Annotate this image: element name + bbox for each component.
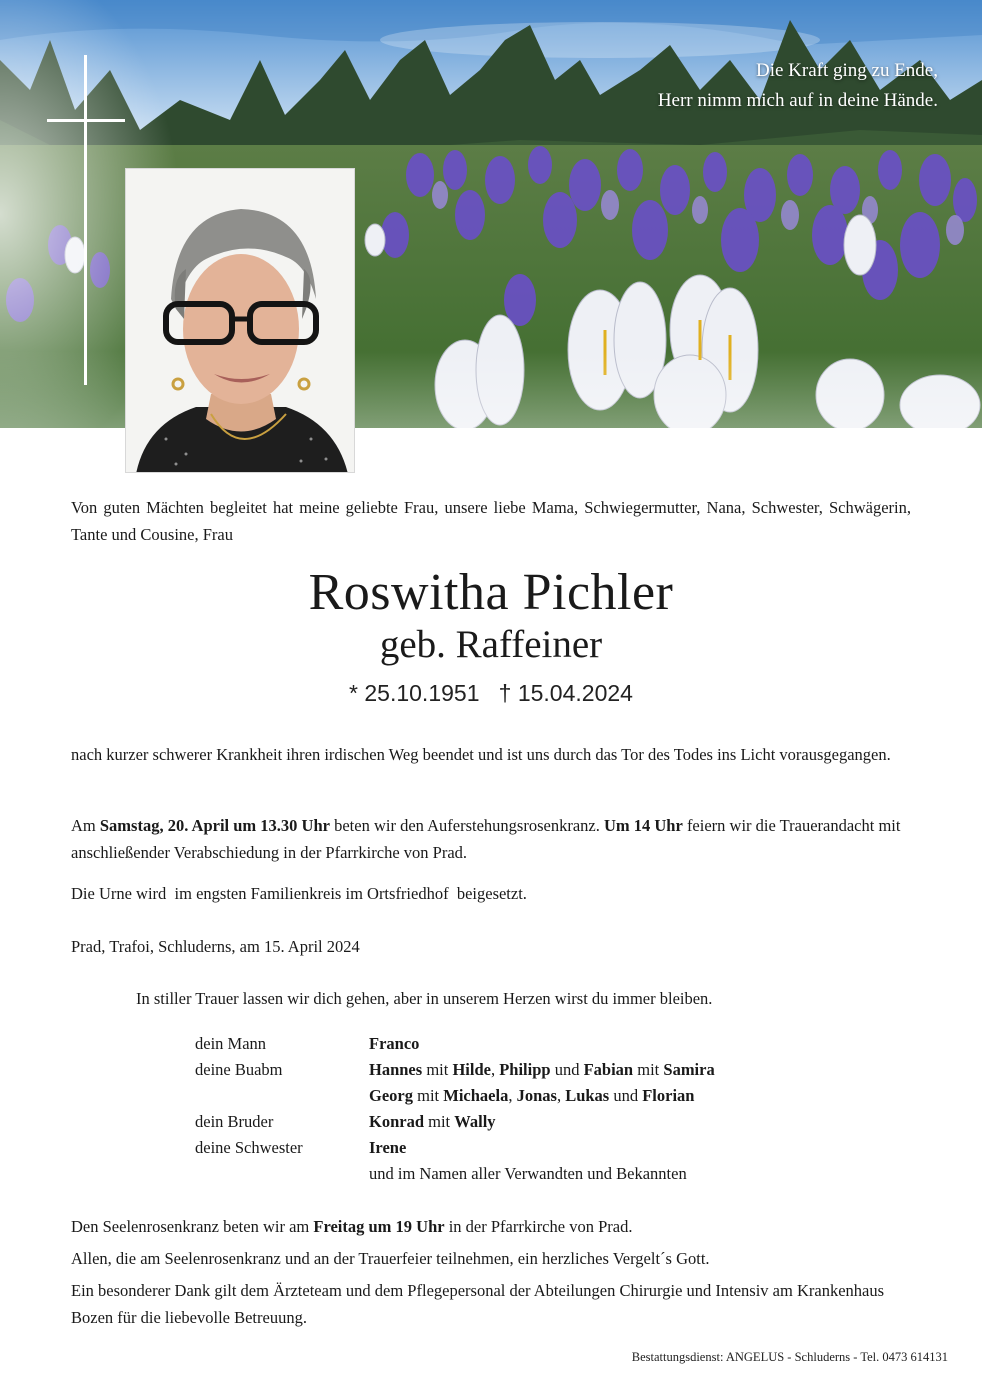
funeral-service-footer: Bestattungsdienst: ANGELUS - Schluderns - Tel. 0473 614131 [631, 1350, 948, 1364]
deceased-name: Roswitha Pichler [308, 564, 674, 621]
family-relation: dein Mann [195, 1034, 267, 1053]
p2-part-c: beten wir den Auferstehungsrosenkranz. [329, 816, 604, 835]
cross-icon-vertical [84, 55, 87, 385]
family-connector: , [508, 1086, 517, 1105]
family-member-name: Hilde [452, 1060, 491, 1079]
family-member-name: Philipp [499, 1060, 551, 1079]
family-names [369, 1083, 694, 1109]
family-member-name: Michaela [443, 1086, 509, 1105]
p2-time: Um 14 Uhr [603, 816, 683, 835]
family-names [369, 1057, 715, 1083]
place-date: Prad, Trafoi, Schluderns, am 15. April 2024 [71, 937, 360, 956]
family-member-name: Konrad [369, 1112, 425, 1131]
body-paragraph-3: Die Urne wird im engsten Familienkreis im Ortsfriedhof beigesetzt. [71, 884, 527, 903]
family-member-name: Georg [369, 1086, 413, 1105]
body-paragraph-2 [71, 812, 911, 866]
life-dates: * 25.10.1951 † 15.04.2024 [349, 680, 633, 706]
family-connector: , [556, 1086, 566, 1105]
p2-date-time: Samstag, 20. April um 13.30 Uhr [99, 816, 330, 835]
family-relation: deine Buabm [195, 1060, 283, 1079]
portrait-illustration [126, 169, 355, 473]
family-member-name: Jonas [516, 1086, 557, 1105]
p2-part-e: feiern wir die Trauerandacht mit anschließender Verabschiedung in der Pfarrkirche von Prad. [71, 816, 901, 862]
family-member-name: Wally [454, 1112, 496, 1131]
family-member-name: Lukas [565, 1086, 610, 1105]
cross-icon-horizontal [47, 119, 125, 122]
rosary-part-c: in der Pfarrkirche von Prad. [444, 1217, 633, 1236]
family-member-name: Fabian [583, 1060, 634, 1079]
p2-part-a: Am [71, 816, 100, 835]
rosary-time: Freitag um 19 Uhr [313, 1217, 445, 1236]
family-member-name: Hannes [369, 1060, 423, 1079]
family-names [369, 1161, 687, 1187]
family-connector: mit [424, 1112, 455, 1131]
family-connector: mit [422, 1060, 453, 1079]
family-names [369, 1109, 496, 1135]
thanks-line-1: Allen, die am Seelenrosenkranz und an der Trauerfeier teilnehmen, ein herzliches Vergelt´s Gott. [71, 1249, 710, 1268]
quote-line-1: Die Kraft ging zu Ende, [755, 60, 938, 81]
family-connector: mit [412, 1086, 444, 1105]
family-member-name: Franco [369, 1034, 420, 1053]
rosary-part-a: Den Seelenrosenkranz beten wir am [71, 1217, 314, 1236]
family-relation: deine Schwester [195, 1138, 303, 1157]
family-names [369, 1135, 406, 1161]
portrait-photo [125, 168, 355, 473]
mourning-line: In stiller Trauer lassen wir dich gehen, aber in unserem Herzen wirst du immer bleiben. [136, 989, 713, 1008]
birth-name: geb. Raffeiner [379, 623, 603, 666]
family-connector: , [490, 1060, 500, 1079]
family-member-name: Florian [642, 1086, 695, 1105]
family-relation: dein Bruder [195, 1112, 274, 1131]
thanks-line-2: Ein besonderer Dank gilt dem Ärzteteam und dem Pflegepersonal der Abteilungen Chirurgie und Intensiv am Krankenhaus Bozen für die liebevolle Betreuung. [71, 1281, 885, 1327]
header-quote [658, 56, 938, 116]
family-connector: und [550, 1060, 584, 1079]
quote-line-2: Herr nimm mich auf in deine Hände. [657, 90, 938, 111]
intro-text: Von guten Mächten begleitet hat meine geliebte Frau, unsere liebe Mama, Schwiegermutter, Nana, Schwester, Schwägerin, Tante und Cousine, Frau [71, 498, 911, 544]
rosary-line [71, 1213, 911, 1240]
family-names [369, 1031, 419, 1057]
family-connector: mit [633, 1060, 664, 1079]
family-connector: und im Namen aller Verwandten und Bekannten [369, 1164, 687, 1183]
family-connector: und [609, 1086, 643, 1105]
family-member-name: Samira [663, 1060, 715, 1079]
family-member-name: Irene [369, 1138, 407, 1157]
body-paragraph-1: nach kurzer schwerer Krankheit ihren irdischen Weg beendet und ist uns durch das Tor des Todes ins Licht vorausgegangen. [71, 745, 891, 764]
